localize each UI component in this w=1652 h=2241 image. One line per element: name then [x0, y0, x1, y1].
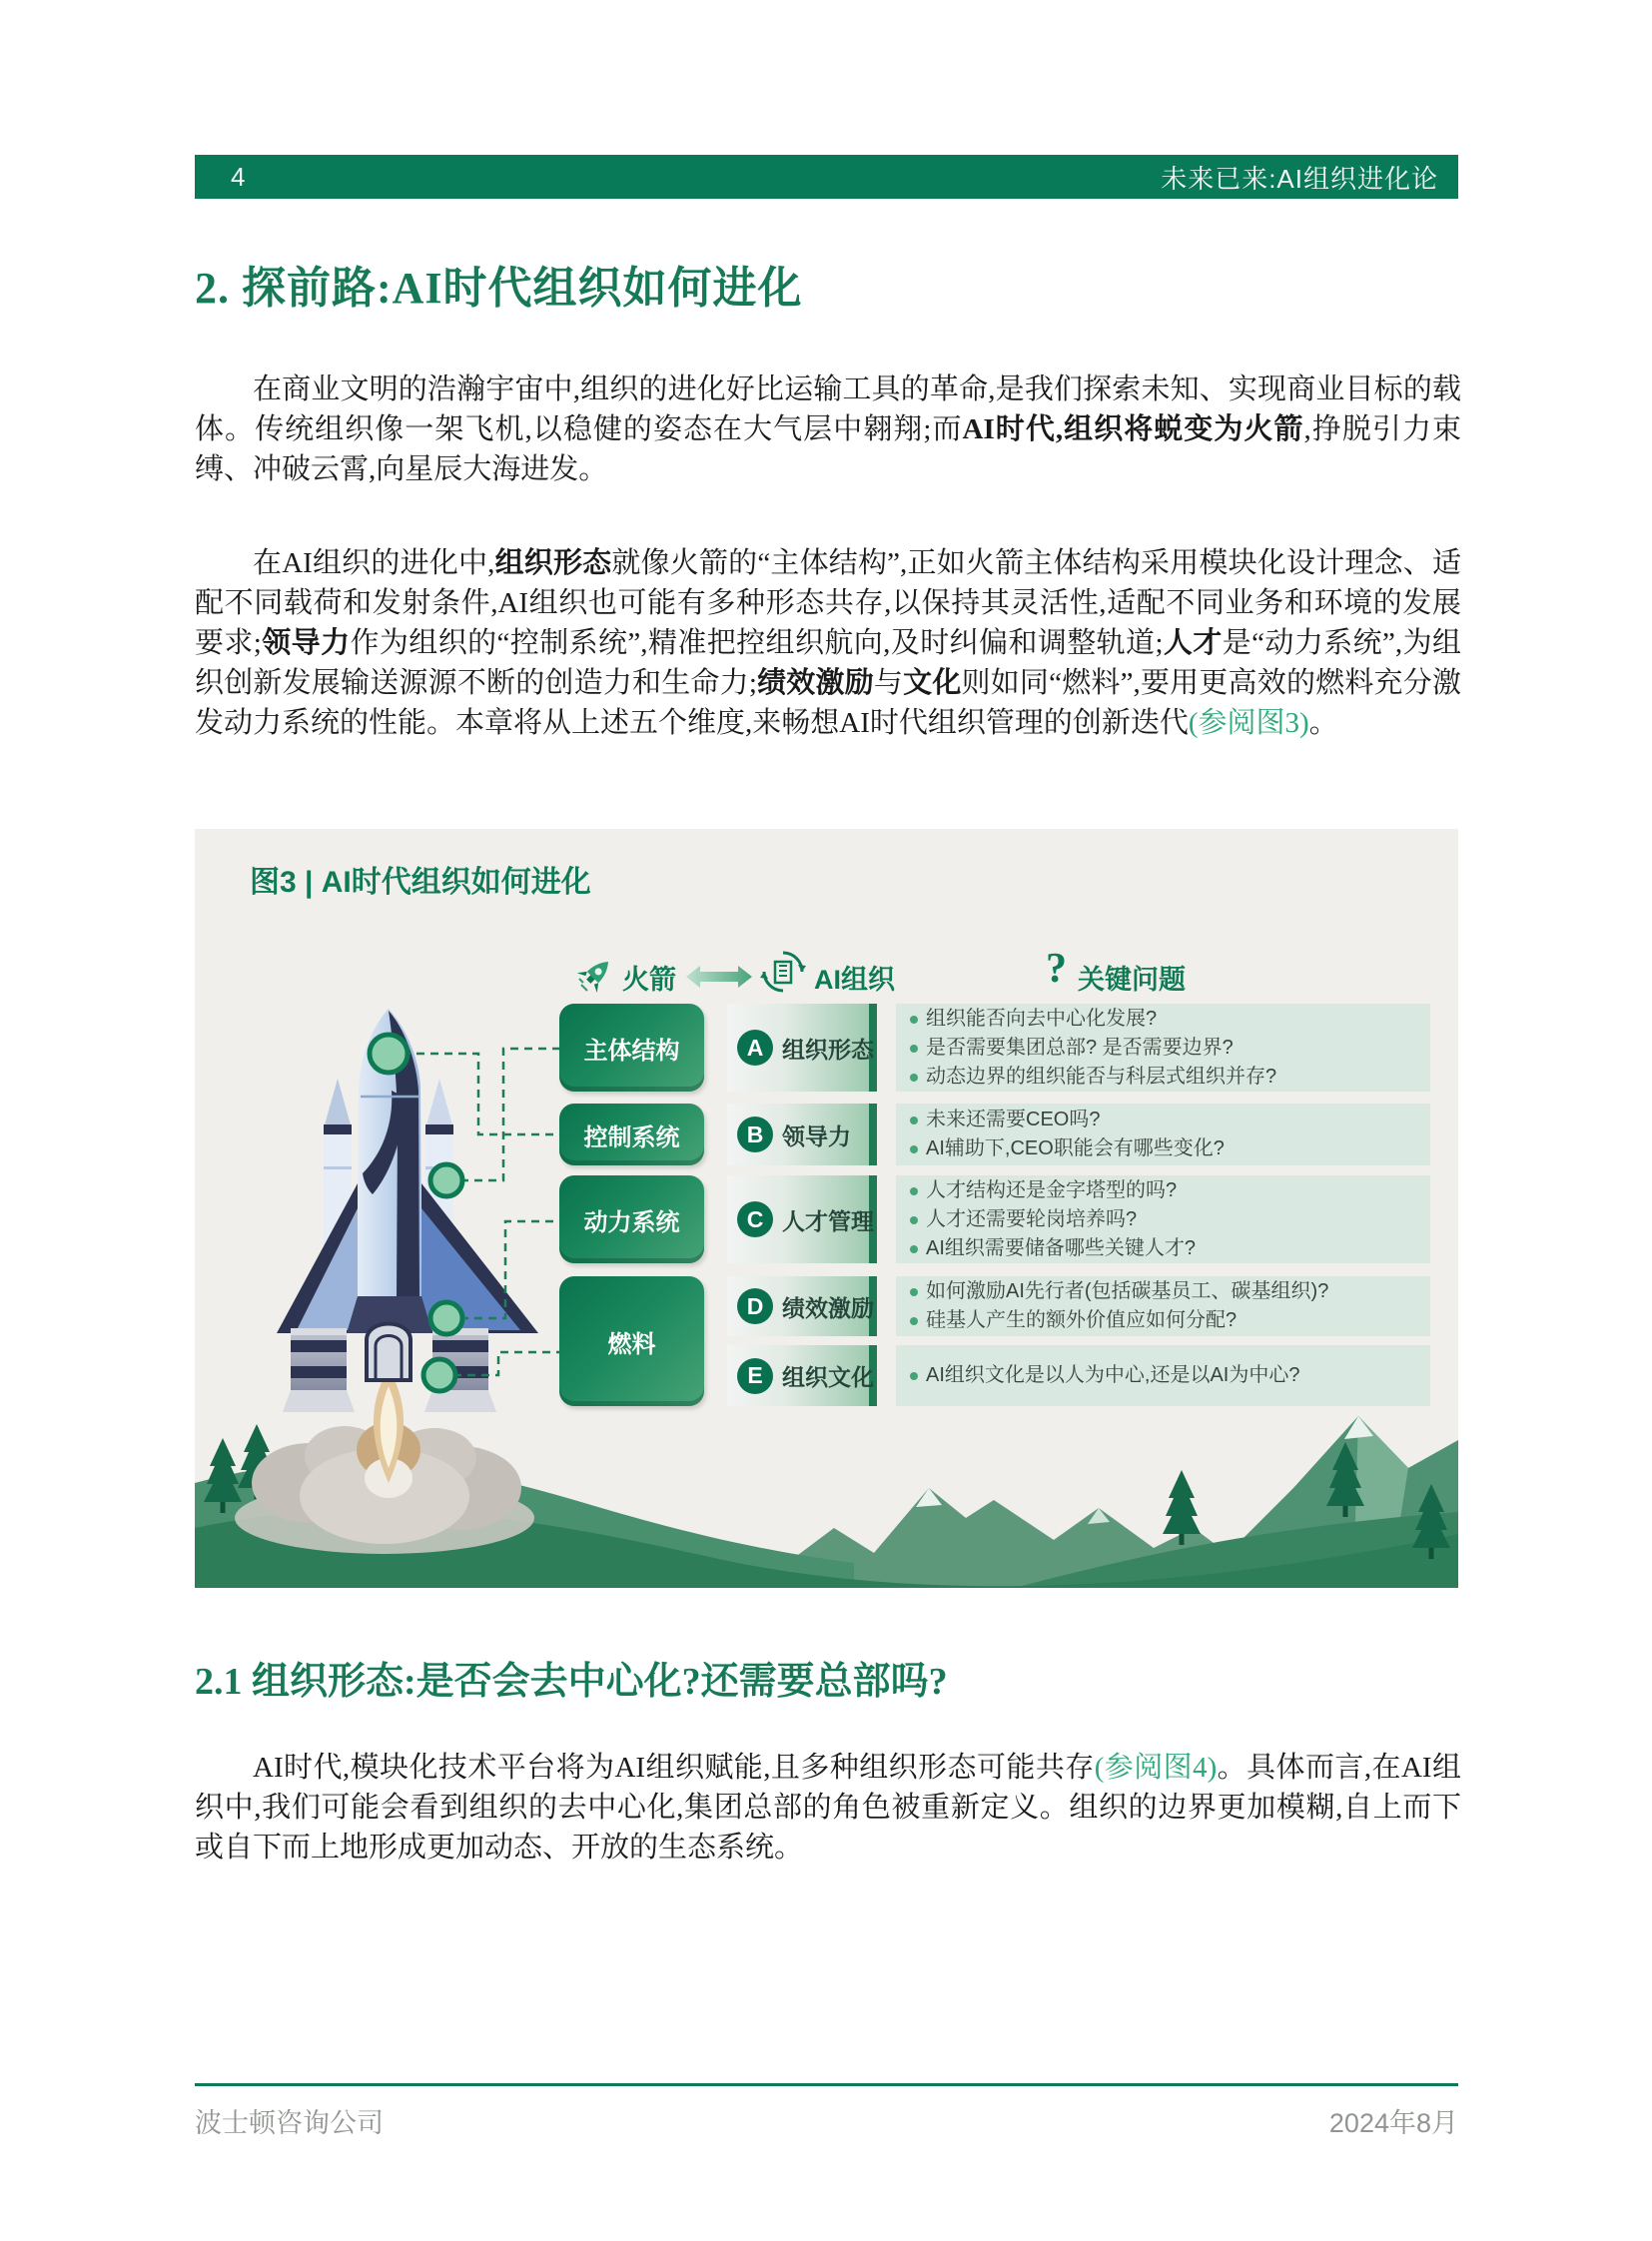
org-cycle-icon — [760, 949, 806, 995]
page-number: 4 — [231, 161, 246, 192]
question-panel — [896, 1175, 1430, 1263]
question-item: 人才还需要轮岗培养吗? — [904, 1205, 1426, 1234]
figure-reference-link[interactable]: (参阅图3) — [1188, 707, 1309, 739]
dimension-box — [727, 1104, 877, 1165]
question-item: 未来还需要CEO吗? — [904, 1106, 1426, 1134]
text-segment: 。 — [1308, 707, 1338, 739]
question-item: 是否需要集团总部? 是否需要边界? — [904, 1034, 1426, 1063]
question-item: AI组织需要储备哪些关键人才? — [904, 1234, 1426, 1263]
header-title: 未来已来:AI组织进化论 — [1161, 163, 1438, 194]
dimension-label: 组织形态 — [782, 1036, 874, 1063]
dimension-label: 绩效激励 — [782, 1294, 874, 1321]
rocket-part-box: 动力系统 — [559, 1175, 704, 1263]
dimension-letter-badge: C — [737, 1201, 773, 1237]
text-segment: 是“动力系统”,为组织创新发展输送源源不断的创造力和生命力; — [195, 627, 1461, 699]
text-segment: 与 — [873, 667, 904, 699]
dimension-box — [727, 1175, 877, 1263]
text-segment: 则如同“燃料”,要用更高效的燃料充分激发动力系统的性能。本章将从上述五个维度,来畅想AI时代组织管理的创新迭代 — [195, 667, 1461, 739]
rocket-part-box: 控制系统 — [559, 1104, 704, 1165]
footer-company: 波士顿咨询公司 — [195, 2108, 384, 2138]
question-panel — [896, 1104, 1430, 1165]
question-mark-icon: ? — [1046, 946, 1067, 992]
dimension-letter-badge: A — [737, 1030, 773, 1066]
dimension-box — [727, 1004, 877, 1092]
paragraph-2 — [195, 543, 1461, 743]
text-segment: 在AI组织的进化中, — [253, 547, 495, 579]
question-item: 动态边界的组织能否与科层式组织并存? — [904, 1063, 1426, 1092]
dimension-letter-badge: D — [737, 1288, 773, 1324]
question-item: AI组织文化是以人为中心,还是以AI为中心? — [904, 1361, 1426, 1390]
text-segment: 组织形态 — [494, 547, 612, 579]
question-panel — [896, 1345, 1430, 1406]
page-header — [195, 155, 1458, 199]
text-segment: 。具体而言,在AI组织中,我们可能会看到组织的去中心化,集团总部的角色被重新定义。组织的边界更加模糊,自上而下或自下而上地形成更加动态、开放的生态系统。 — [195, 1752, 1461, 1864]
text-segment: 绩效激励 — [756, 667, 874, 699]
rocket-illustration — [277, 1009, 538, 1412]
dimension-label: 领导力 — [782, 1122, 851, 1149]
dimension-letter-badge: B — [737, 1117, 773, 1152]
footer-date: 2024年8月 — [1328, 2108, 1458, 2138]
text-segment: 领导力 — [261, 627, 351, 659]
swap-arrow-icon — [686, 965, 752, 989]
figure-3 — [195, 829, 1458, 1588]
subsection-heading: 2.1 组织形态:是否会去中心化?还需要总部吗? — [195, 1661, 948, 1703]
rocket-legend-label: 火箭 — [622, 965, 676, 995]
text-segment: 就像火箭的“主体结构”,正如火箭主体结构采用模块化设计理念、适配不同载荷和发射条件,AI组织也可能有多种形态共存,以保持其灵活性,适配不同业务和环境的发展要求; — [195, 547, 1461, 659]
section-heading: 2. 探前路:AI时代组织如何进化 — [195, 264, 803, 313]
text-segment: 文化 — [903, 667, 962, 699]
question-item: 如何激励AI先行者(包括碳基员工、碳基组织)? — [904, 1277, 1426, 1306]
tree-icon — [1163, 1470, 1201, 1545]
text-segment: 作为组织的“控制系统”,精准把控组织航向,及时纠偏和调整轨道; — [350, 627, 1164, 659]
text-segment: 人才 — [1163, 627, 1223, 659]
question-item: 硅基人产生的额外价值应如何分配? — [904, 1306, 1426, 1335]
text-segment: 在商业文明的浩瀚宇宙中,组织的进化好比运输工具的革命,是我们探索未知、实现商业目标的载体。传统组织像一架飞机,以稳健的姿态在大气层中翱翔;而 — [195, 374, 1461, 445]
figure-title: 图3 | AI时代组织如何进化 — [250, 866, 591, 899]
question-item: AI辅助下,CEO职能会有哪些变化? — [904, 1134, 1426, 1163]
paragraph-3 — [195, 1748, 1461, 1868]
dimension-label: 人才管理 — [782, 1207, 874, 1234]
dimension-letter-badge: E — [737, 1358, 773, 1394]
question-item: 人才结构还是金字塔型的吗? — [904, 1176, 1426, 1205]
question-panel — [896, 1276, 1430, 1336]
question-item: 组织能否向去中心化发展? — [904, 1005, 1426, 1034]
dimension-box — [727, 1276, 877, 1336]
text-segment: AI时代,组织将蜕变为火箭 — [962, 413, 1304, 445]
text-segment: ,挣脱引力束缚、冲破云霄,向星辰大海进发。 — [195, 413, 1461, 485]
rocket-icon — [577, 955, 615, 993]
dimension-box — [727, 1345, 877, 1406]
page-footer — [195, 2101, 1458, 2140]
rocket-part-box: 燃料 — [559, 1276, 704, 1406]
text-segment: AI时代,模块化技术平台将为AI组织赋能,且多种组织形态可能共存 — [253, 1752, 1095, 1784]
paragraph-1 — [195, 370, 1461, 489]
question-panel — [896, 1004, 1430, 1092]
footer-divider — [195, 2083, 1458, 2086]
questions-legend-label: 关键问题 — [1078, 965, 1186, 995]
dimension-label: 组织文化 — [782, 1364, 874, 1390]
org-legend-label: AI组织 — [814, 965, 895, 995]
rocket-part-box: 主体结构 — [559, 1004, 704, 1092]
figure-reference-link[interactable]: (参阅图4) — [1094, 1752, 1218, 1784]
